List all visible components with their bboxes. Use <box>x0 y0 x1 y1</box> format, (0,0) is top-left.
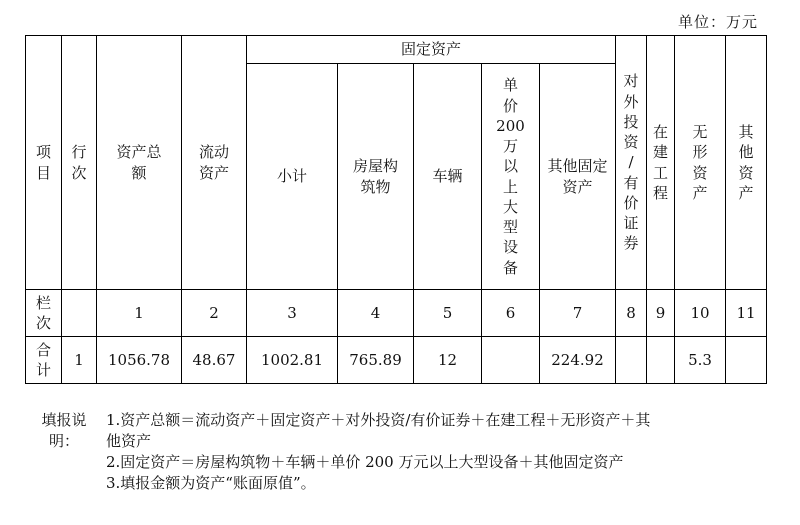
unit-label: 单位：万元 <box>677 13 758 31</box>
column-row-label: 栏 次 <box>26 290 62 337</box>
note-item: 2.固定资产＝房屋构筑物＋车辆＋单价 200 万元以上大型设备＋其他固定资产 <box>106 453 624 471</box>
column-row-empty <box>62 290 97 337</box>
large-equipment-value <box>482 337 540 384</box>
note-item: 3.填报金额为资产“账面原值”。 <box>106 474 316 492</box>
subtotal-value: 1002.81 <box>247 337 338 384</box>
column-number: 11 <box>726 290 767 337</box>
column-number-row <box>26 290 767 337</box>
notes-list <box>106 410 756 494</box>
header-current-assets: 流动资产 <box>182 36 247 290</box>
column-number: 7 <box>540 290 616 337</box>
column-number: 2 <box>182 290 247 337</box>
header-subtotal: 小计 <box>247 64 338 290</box>
column-number: 3 <box>247 290 338 337</box>
fixed-asset-table <box>25 35 767 384</box>
investments-value <box>616 337 647 384</box>
other-fixed-value: 224.92 <box>540 337 616 384</box>
note-item: 他资产 <box>106 432 152 450</box>
header-investments: 对 外 投 资 / 有 价 证 券 <box>616 36 647 290</box>
other-assets-value <box>726 337 767 384</box>
column-number: 9 <box>647 290 675 337</box>
total-row <box>26 337 767 384</box>
header-large-equipment: 单 价 200 万 以 上 大 型 设 备 <box>482 64 540 290</box>
header-other-fixed: 其他固定资产 <box>540 64 616 290</box>
header-item: 项 目 <box>26 36 62 290</box>
current-assets-value: 48.67 <box>182 337 247 384</box>
column-number: 10 <box>675 290 726 337</box>
total-assets-value: 1056.78 <box>97 337 182 384</box>
header-row-no: 行 次 <box>62 36 97 290</box>
column-number: 4 <box>338 290 414 337</box>
buildings-value: 765.89 <box>338 337 414 384</box>
header-intangible: 无 形 资 产 <box>675 36 726 290</box>
total-row-label: 合 计 <box>26 337 62 384</box>
header-construction: 在 建 工 程 <box>647 36 675 290</box>
header-total-assets: 资产总额 <box>97 36 182 290</box>
header-other-assets: 其 他 资 产 <box>726 36 767 290</box>
header-fixed-assets: 固定资产 <box>247 36 616 64</box>
column-number: 1 <box>97 290 182 337</box>
notes-label: 填报说 明： <box>41 411 87 450</box>
column-number: 8 <box>616 290 647 337</box>
header-buildings: 房屋构筑物 <box>338 64 414 290</box>
vehicles-value: 12 <box>414 337 482 384</box>
intangible-value: 5.3 <box>675 337 726 384</box>
note-item: 1.资产总额＝流动资产＋固定资产＋对外投资/有价证券＋在建工程＋无形资产＋其 <box>106 411 651 429</box>
total-row-no: 1 <box>62 337 97 384</box>
construction-value <box>647 337 675 384</box>
header-vehicles: 车辆 <box>414 64 482 290</box>
column-number: 5 <box>414 290 482 337</box>
column-number: 6 <box>482 290 540 337</box>
